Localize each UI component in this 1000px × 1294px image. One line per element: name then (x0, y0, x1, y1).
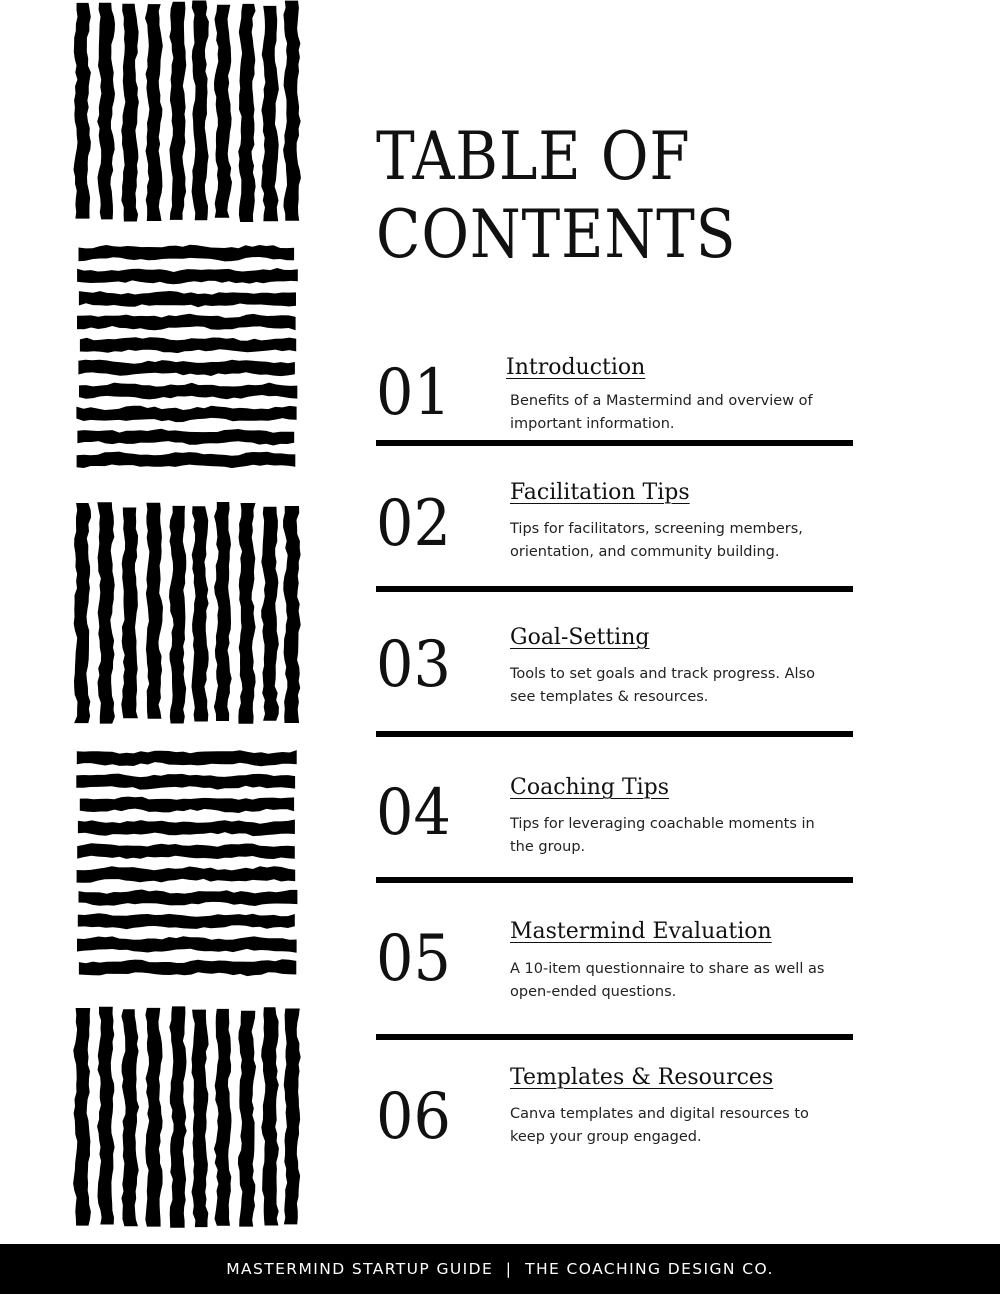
entry-heading[interactable]: Introduction (506, 355, 646, 380)
brush-stroke (283, 506, 301, 723)
brush-stroke (261, 1007, 279, 1225)
brush-stroke (78, 820, 295, 837)
brush-stroke (145, 1008, 162, 1227)
entry-number: 01 (376, 356, 451, 430)
section-divider (376, 877, 853, 883)
title-line-2: CONTENTS (376, 196, 737, 273)
entry-number: 02 (376, 487, 451, 561)
brush-stroke (79, 890, 298, 907)
brush-stroke (97, 3, 115, 220)
entry-heading[interactable]: Mastermind Evaluation (510, 919, 772, 944)
brush-stroke (169, 506, 186, 724)
brush-stroke (77, 750, 297, 766)
brush-stroke (77, 843, 295, 859)
entry-number: 05 (376, 922, 451, 996)
brush-stroke (192, 1010, 209, 1228)
entry-description: Tips for facilitators, screening members, orientation, and community building. (510, 521, 803, 560)
brush-stroke (79, 383, 297, 400)
brush-stroke (284, 1009, 301, 1225)
brush-stroke (261, 6, 279, 221)
brush-stroke (146, 503, 163, 719)
brush-stroke (78, 913, 295, 929)
brush-stroke (79, 291, 296, 307)
brush-stroke (192, 1, 209, 221)
section-divider (376, 731, 853, 737)
title-line-1: TABLE OF (376, 118, 691, 195)
brush-stroke (77, 314, 296, 331)
entry-description: Canva templates and digital resources to keep your group engaged. (510, 1106, 809, 1145)
entry-description: Tips for leveraging coachable moments in the group. (510, 816, 815, 855)
entry-description: A 10-item questionnaire to share as well as open-ended questions. (510, 961, 825, 1000)
brush-stroke (169, 2, 186, 220)
entry-heading[interactable]: Templates & Resources (510, 1065, 774, 1090)
entry-heading[interactable]: Goal-Setting (510, 625, 650, 650)
brush-stroke (78, 360, 295, 376)
brush-stroke (74, 503, 91, 723)
brush-stroke (80, 337, 296, 353)
entry-description: Tools to set goals and track progress. Also see templates & resources. (510, 666, 816, 705)
brush-stroke (80, 797, 294, 813)
brush-stroke (121, 1009, 139, 1226)
brush-stroke (77, 429, 294, 446)
entry-description: Benefits of a Mastermind and overview of important information. (510, 393, 813, 432)
brush-stroke (214, 1009, 232, 1226)
section-divider (376, 440, 853, 446)
entry-heading[interactable]: Coaching Tips (510, 775, 670, 800)
entry-number: 06 (376, 1080, 451, 1154)
footer-bar (0, 1244, 1000, 1294)
entry-number: 03 (376, 628, 451, 702)
brush-stroke (97, 502, 115, 723)
brush-stroke (169, 1006, 186, 1227)
brush-stroke (74, 3, 91, 219)
brush-stroke (145, 4, 163, 221)
brush-stroke (73, 1008, 91, 1226)
brush-stroke (76, 774, 295, 790)
brush-stroke (238, 503, 255, 724)
brush-stroke (76, 406, 296, 422)
brush-stroke (283, 1, 301, 221)
brush-stroke (77, 268, 298, 284)
brush-stroke (77, 452, 296, 469)
brush-stroke (238, 4, 255, 222)
brush-stroke (121, 508, 138, 719)
section-divider (376, 586, 853, 592)
brush-stroke-pattern (0, 0, 310, 1240)
footer-text: MASTERMIND STARTUP GUIDE | THE COACHING DESIGN CO. (226, 1260, 774, 1278)
section-divider (376, 1034, 853, 1040)
brush-stroke (79, 959, 296, 976)
brush-stroke (238, 1011, 256, 1227)
brush-stroke (97, 1007, 115, 1225)
entry-number: 04 (376, 776, 451, 850)
brush-stroke (77, 936, 297, 953)
brush-stroke (121, 4, 139, 222)
page-title (376, 118, 736, 274)
entry-heading[interactable]: Facilitation Tips (510, 480, 690, 505)
brush-stroke (214, 502, 232, 721)
brush-stroke (79, 245, 295, 262)
brush-stroke (77, 866, 296, 883)
brush-stroke (214, 5, 232, 218)
brush-stroke (192, 506, 209, 721)
brush-stroke (261, 507, 279, 721)
